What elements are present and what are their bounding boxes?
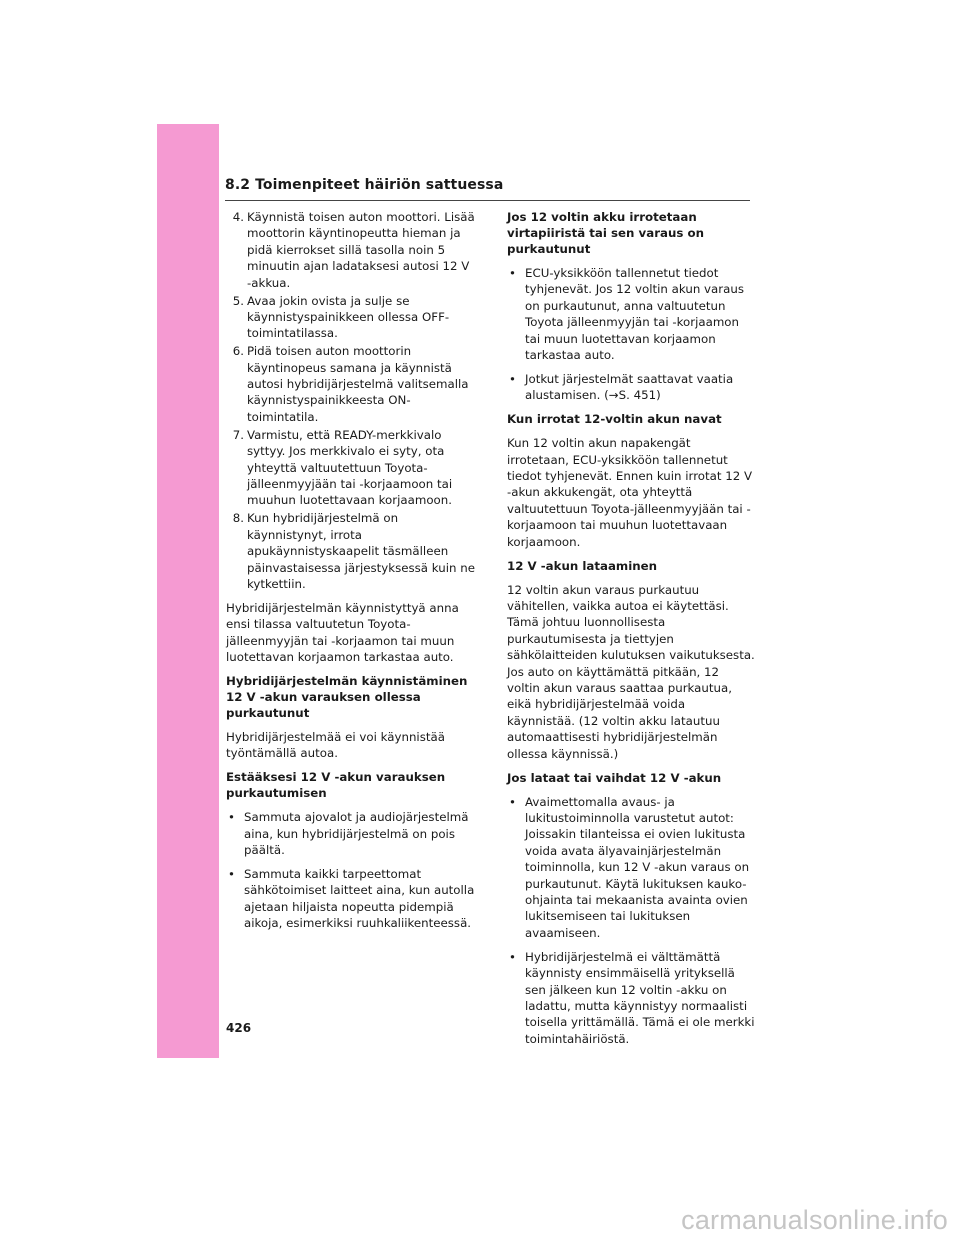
bullet-dot-icon: •: [509, 794, 516, 809]
step-text: Varmistu, että READY-merkkivalo syttyy. Jos merkkivalo ei syty, ota yhteyttä valtuutettuun Toyota-jälleenmyyjään tai -korjaamoon tai muuhun luotettavaan korjaamoon.: [247, 427, 453, 508]
bullet-text: Hybridijärjestelmä ei välttämättä käynnisty ensimmäisellä yrityksellä sen jälkeen kun 12 voltin -akku on ladattu, mutta käynnistyy normaalisti toisella yrittämällä. Tämä ei ole merkki toimintahäiriöstä.: [525, 949, 755, 1046]
bullet-item: [507, 794, 755, 942]
subheading: Hybridijärjestelmän käynnistäminen 12 V -akun varauksen ollessa purkautunut: [226, 673, 468, 720]
subheading: Jos 12 voltin akku irrotetaan virtapiiristä tai sen varaus on purkautunut: [507, 210, 705, 256]
bullet-item: [226, 809, 476, 858]
bullet-text: Jotkut järjestelmät saattavat vaatia alustamisen. (→S. 451): [525, 371, 734, 403]
bullet-text: ECU-yksikköön tallennetut tiedot tyhjenevät. Jos 12 voltin akun varaus on purkautunut, anna valtuutetun Toyota jälleenmyyjän tai -korjaamon tai muun luotettavan korjaamon tarkastaa auto.: [525, 266, 744, 363]
step-7: [226, 427, 476, 509]
bullet-item: [507, 265, 755, 363]
bullet-item: [226, 866, 476, 932]
step-5: [226, 293, 476, 342]
paragraph: 12 voltin akun varaus purkautuu vähitellen, vaikka autoa ei käytettäsi. Tämä johtuu luonnollisesta purkautumisesta ja tiettyjen sähkölaitteiden kulutuksen vaikutuksesta. Jos auto on käyttämättä pitkään, 12 voltin akun varaus saattaa purkautua, eikä hybridijärjestelmää voida käynnistää. (12 voltin akku latautuu automaattisesti hybridijärjestelmän ollessa käynnissä.): [507, 582, 755, 761]
step-number: 5.: [232, 293, 244, 308]
subheading: Estääksesi 12 V -akun varauksen purkautumisen: [226, 770, 446, 801]
subheading: 12 V -akun lataaminen: [507, 558, 658, 573]
paragraph: Kun 12 voltin akun napakengät irrotetaan, ECU-yksikköön tallennetut tiedot tyhjenevät. Ennen kuin irrotat 12 V -akun akkukengät, ota yhteyttä valtuutettuun Toyota-jälleenmyyjään tai -korjaamoon tai muuhun luotettavaan korjaamoon.: [507, 436, 753, 549]
step-4: [226, 209, 476, 291]
subheading: Jos lataat tai vaihdat 12 V -akun: [507, 770, 722, 785]
bullet-dot-icon: •: [228, 810, 235, 825]
bullet-dot-icon: •: [228, 867, 235, 881]
bullet-dot-icon: •: [509, 949, 516, 964]
header-rule: [225, 200, 750, 201]
bullet-text: Sammuta kaikki tarpeettomat sähkötoimiset laitteet aina, kun autolla ajetaan hiljaista nopeutta pidempiä aikoja, esimerkiksi ruuhkaliikenteessä.: [244, 867, 475, 931]
step-text: Avaa jokin ovista ja sulje se käynnistyspainikkeen ollessa OFF-toimintatilassa.: [247, 293, 450, 341]
right-column: [507, 209, 755, 1055]
step-number: 4.: [232, 210, 244, 224]
watermark: carmanualsonline.info: [681, 1205, 948, 1235]
step-8: [226, 510, 476, 592]
paragraph: Hybridijärjestelmää ei voi käynnistää työntämällä autoa.: [226, 729, 445, 761]
step-text: Kun hybridijärjestelmä on käynnistynyt, irrota apukäynnistyskaapelit täsmälleen päinvastaisessa järjestyksessä kuin ne kytkettiin.: [247, 511, 475, 591]
bullet-text: Avaimettomalla avaus- ja lukitustoiminnolla varustetut autot: Joissakin tilanteissa ei ovien lukitusta voida avata älyavainjärjestelmän toiminnolla, kun 12 V -akun varaus on purkautunut. Käytä lukituksen kauko-ohjainta tai mekaanista avainta ovien lukitsemiseen tai lukituksen avaamiseen.: [525, 794, 750, 940]
step-number: 6.: [232, 344, 244, 359]
bullet-dot-icon: •: [509, 266, 516, 280]
step-number: 7.: [232, 427, 244, 442]
bullet-item: [507, 949, 755, 1047]
subheading: Kun irrotat 12-voltin akun navat: [507, 412, 722, 427]
step-text: Pidä toisen auton moottorin käyntinopeus samana ja käynnistä autosi hybridijärjestelmä valitsemalla käynnistyspainikkeesta ON-toimintatila.: [247, 344, 469, 424]
step-number: 8.: [232, 511, 244, 526]
section-title: 8.2 Toimenpiteet häiriön sattuessa: [225, 177, 504, 193]
bullet-text: Sammuta ajovalot ja audiojärjestelmä aina, kun hybridijärjestelmä on pois päältä.: [244, 810, 469, 858]
page-number: 426: [226, 1021, 252, 1035]
bullet-item: [507, 371, 755, 404]
section-tab: [157, 124, 219, 1058]
bullet-dot-icon: •: [509, 371, 516, 386]
step-6: [226, 343, 476, 425]
paragraph: Hybridijärjestelmän käynnistyttyä anna ensi tilassa valtuutetun Toyota-jälleenmyyjän tai -korjaamon tai muun luotettavan korjaamon tarkastaa auto.: [226, 600, 459, 665]
left-column: [226, 209, 476, 939]
step-text: Käynnistä toisen auton moottori. Lisää moottorin käyntinopeutta hieman ja pidä kierrokset sillä tasolla noin 5 minuutin ajan ladataksesi autosi 12 V -akkua.: [247, 210, 475, 290]
